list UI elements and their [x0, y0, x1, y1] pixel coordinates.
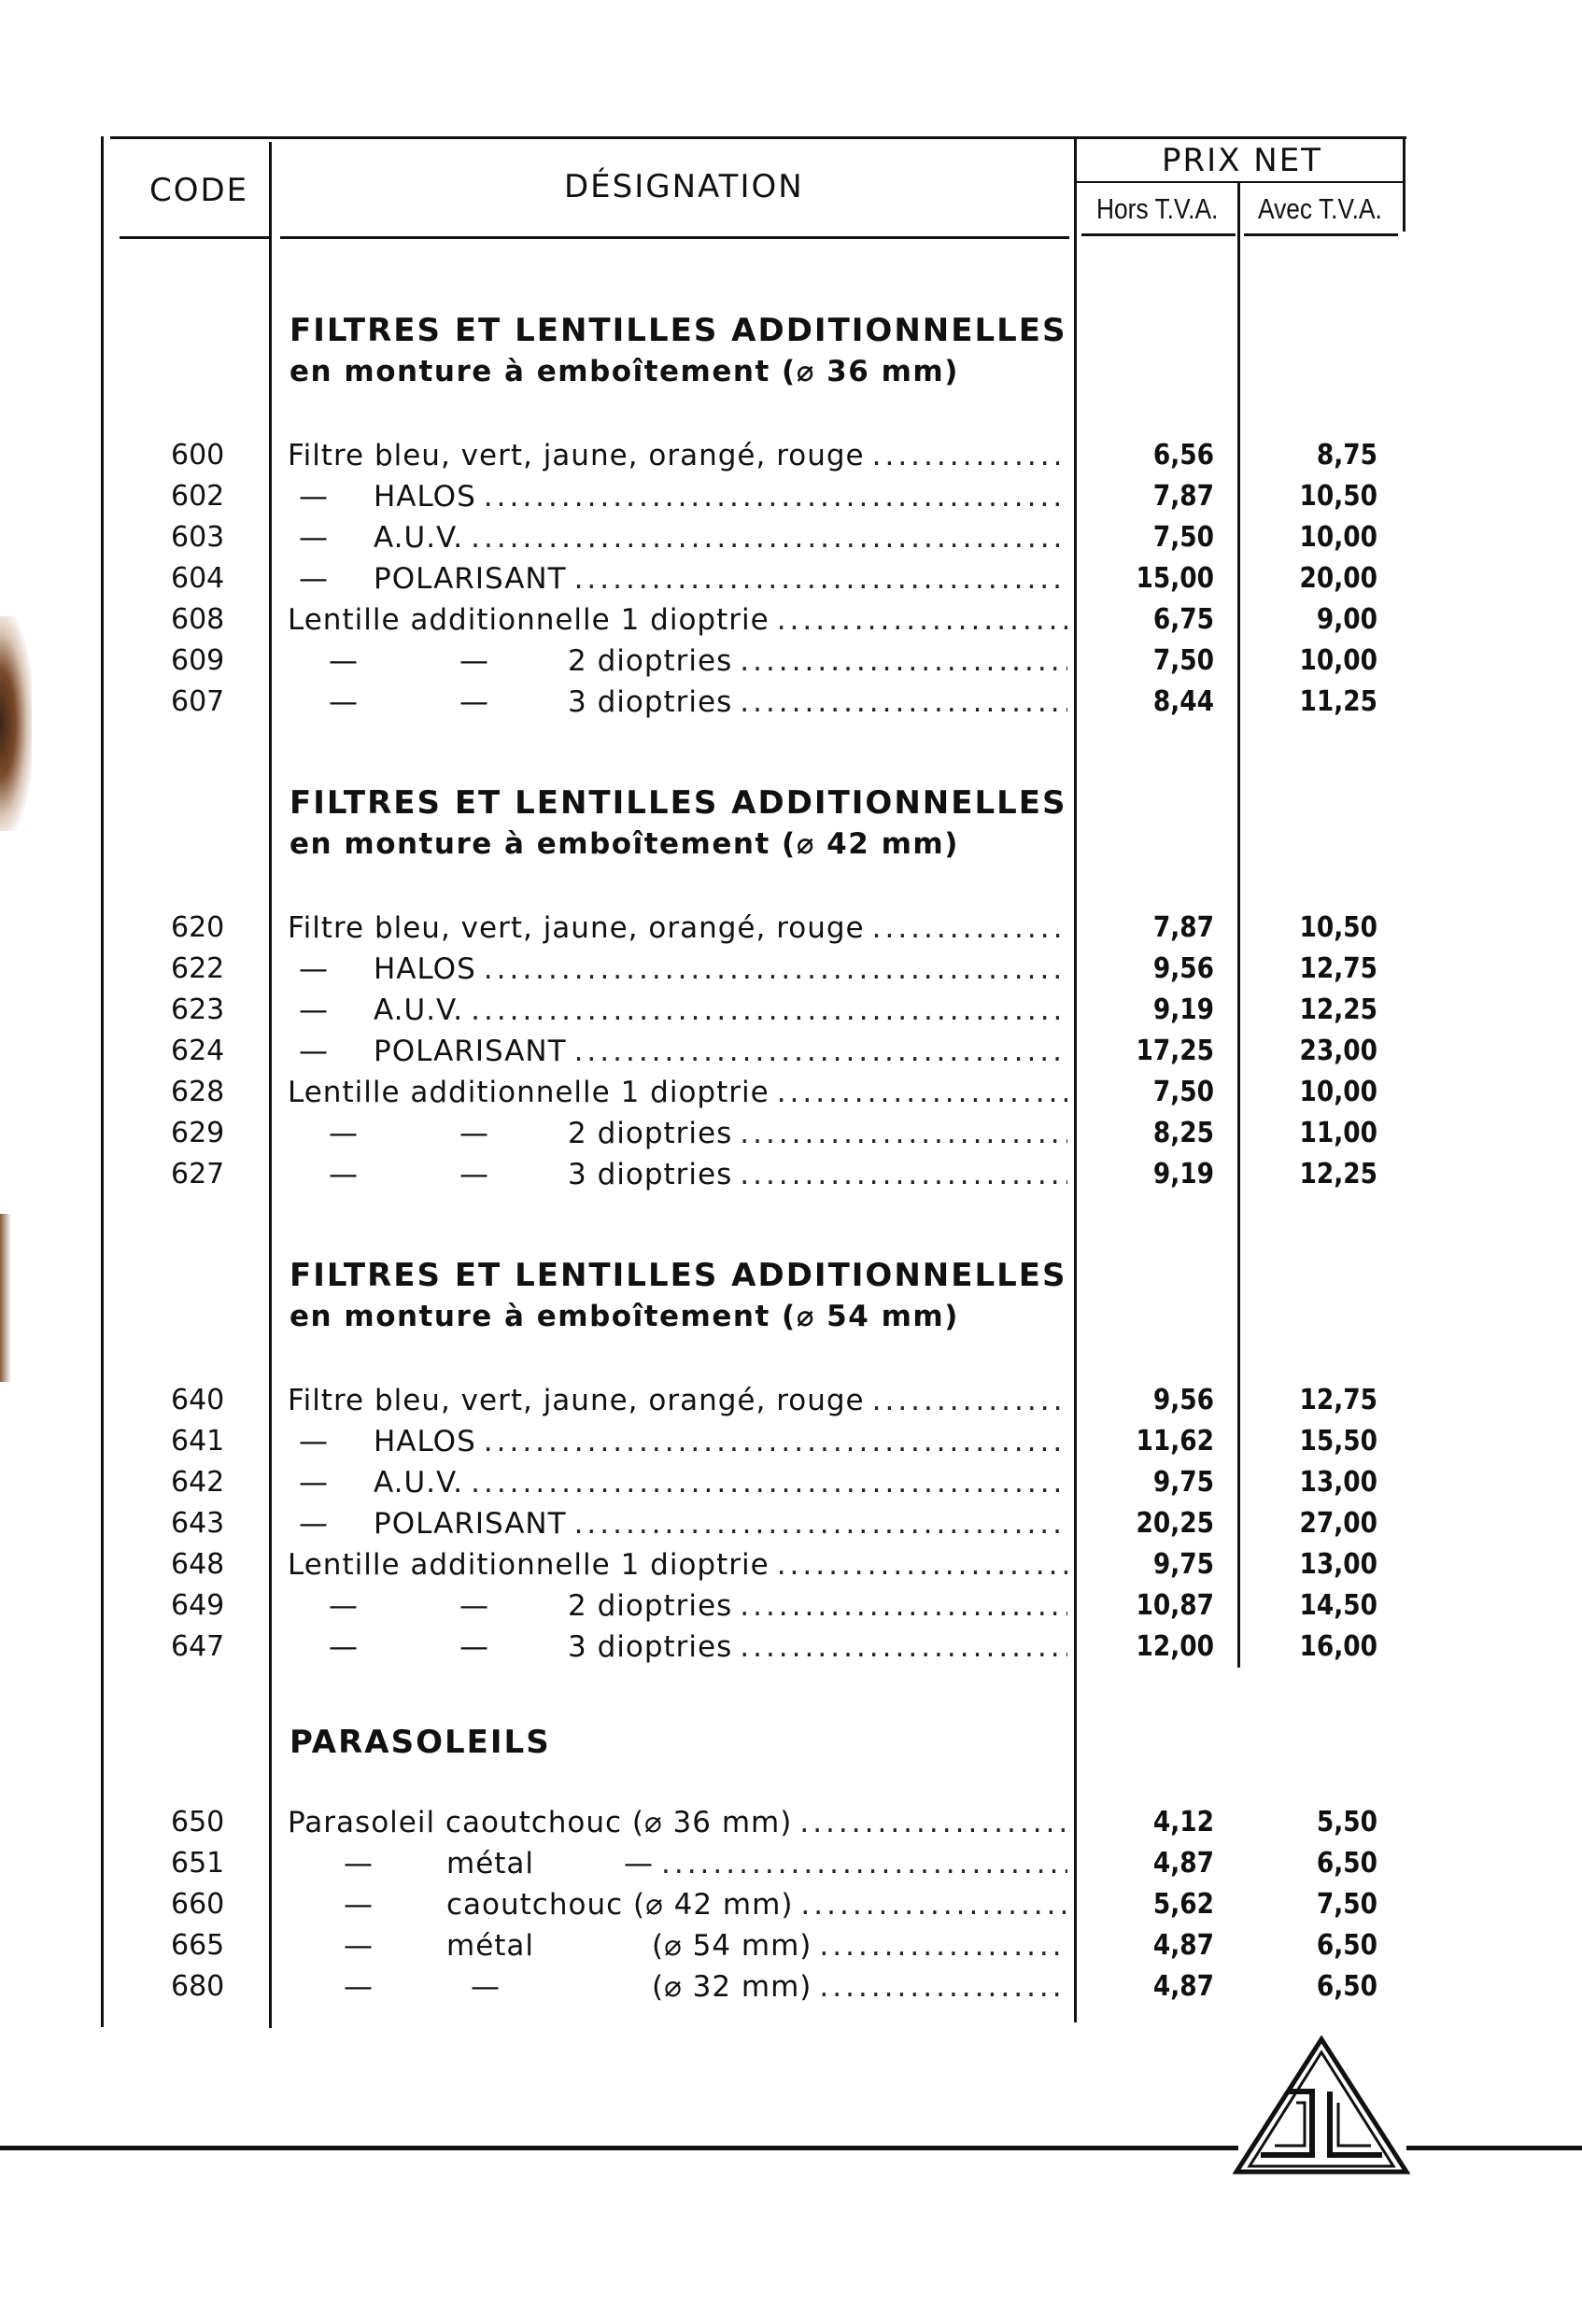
price-avec-tva: 8,75	[1316, 439, 1377, 472]
table-row	[0, 1630, 1582, 1671]
row-text: (⌀ 54 mm)	[652, 1929, 812, 1963]
section-title-36: FILTRES ET LENTILLES ADDITIONNELLES	[290, 312, 1067, 349]
price-hors-tva: 5,62	[1152, 1888, 1214, 1921]
table-row	[0, 1035, 1582, 1076]
price-avec-tva: 7,50	[1316, 1888, 1377, 1921]
table-row	[0, 1888, 1582, 1929]
table-top-rule	[110, 136, 1406, 139]
price-hors-tva: 7,50	[1152, 521, 1214, 554]
price-avec-tva: 13,00	[1299, 1466, 1377, 1499]
dot-leader	[872, 439, 1067, 472]
section-subtitle-54: en monture à emboîtement (⌀ 54 mm)	[290, 1300, 959, 1333]
row-text: métal	[446, 1847, 535, 1880]
row-designation	[288, 644, 1067, 685]
row-text: métal	[446, 1929, 535, 1963]
row-dash: —	[299, 993, 329, 1027]
table-row	[0, 439, 1582, 480]
section-title-54: FILTRES ET LENTILLES ADDITIONNELLES	[290, 1257, 1067, 1294]
dot-leader	[777, 603, 1067, 637]
price-hors-tva: 4,87	[1152, 1929, 1214, 1962]
row-text: Filtre bleu, vert, jaune, orangé, rouge	[288, 1384, 865, 1417]
dot-leader	[740, 1158, 1067, 1191]
row-text: caoutchouc (⌀ 42 mm)	[446, 1888, 794, 1922]
price-hors-tva: 15,00	[1136, 562, 1214, 595]
table-row	[0, 1507, 1582, 1548]
row-designation	[288, 1466, 1067, 1507]
price-hors-tva: 20,25	[1136, 1507, 1214, 1540]
price-hors-tva: 17,25	[1136, 1035, 1214, 1067]
row-text: 3 dioptries	[568, 685, 733, 719]
row-designation	[288, 685, 1067, 726]
row-text: Lentille additionnelle 1 dioptrie	[288, 1076, 770, 1109]
dot-leader	[800, 1888, 1067, 1922]
row-code: 623	[171, 993, 225, 1026]
dot-leader	[740, 1630, 1067, 1664]
row-text: A.U.V.	[374, 993, 464, 1027]
table-row	[0, 1548, 1582, 1589]
table-row	[0, 562, 1582, 603]
row-code: 624	[171, 1035, 225, 1067]
price-hors-tva: 4,87	[1152, 1847, 1214, 1880]
row-code: 643	[171, 1507, 225, 1540]
price-avec-tva: 10,00	[1299, 521, 1377, 554]
row-dash: —	[329, 1158, 359, 1191]
price-hors-tva: 4,12	[1152, 1806, 1214, 1838]
row-code: 642	[171, 1466, 225, 1499]
row-designation	[288, 993, 1067, 1035]
header-hors-tva: Hors T.V.A.	[1096, 192, 1219, 225]
dot-leader	[574, 562, 1067, 596]
price-avec-tva: 12,75	[1299, 1384, 1377, 1416]
row-code: 648	[171, 1548, 225, 1581]
prix-net-rule	[1076, 181, 1403, 183]
price-avec-tva: 10,00	[1299, 1076, 1377, 1108]
price-avec-tva: 16,00	[1299, 1630, 1377, 1663]
row-code: 600	[171, 439, 225, 472]
brand-logo-icon	[1233, 2035, 1410, 2176]
row-code: 603	[171, 521, 225, 554]
row-dash: —	[299, 562, 329, 596]
row-designation	[288, 952, 1067, 993]
row-designation	[288, 1425, 1067, 1466]
row-text: HALOS	[374, 952, 476, 986]
row-designation	[288, 480, 1067, 521]
row-designation	[288, 1929, 1067, 1970]
row-designation	[288, 1117, 1067, 1158]
price-hors-tva: 9,19	[1152, 1158, 1214, 1190]
row-dash: —	[459, 644, 489, 678]
row-code: 629	[171, 1117, 225, 1149]
row-designation	[288, 911, 1067, 952]
table-row	[0, 993, 1582, 1035]
header-avec-tva: Avec T.V.A.	[1258, 192, 1382, 225]
table-row	[0, 1806, 1582, 1847]
price-hors-tva: 9,75	[1152, 1466, 1214, 1499]
price-avec-tva: 9,00	[1316, 603, 1377, 636]
table-row	[0, 1929, 1582, 1970]
row-dash: —	[329, 685, 359, 719]
row-code: 680	[171, 1970, 225, 2003]
dot-leader	[574, 1507, 1067, 1541]
row-text: POLARISANT	[374, 1507, 567, 1541]
row-code: 665	[171, 1929, 225, 1962]
row-designation	[288, 1548, 1067, 1589]
price-avec-tva: 10,00	[1299, 644, 1377, 677]
section-title-42: FILTRES ET LENTILLES ADDITIONNELLES	[290, 784, 1067, 822]
header-designation: DÉSIGNATION	[564, 168, 804, 205]
row-dash: —	[299, 1425, 329, 1458]
table-row	[0, 1117, 1582, 1158]
dot-leader	[574, 1035, 1067, 1068]
row-dash: —	[459, 685, 489, 719]
dot-leader	[819, 1970, 1067, 2004]
row-dash: —	[299, 480, 329, 514]
row-designation	[288, 1847, 1067, 1888]
dot-leader	[819, 1929, 1067, 1963]
price-avec-tva: 13,00	[1299, 1548, 1377, 1581]
dot-leader	[740, 1589, 1067, 1623]
row-code: 641	[171, 1425, 225, 1458]
row-dash: —	[459, 1117, 489, 1150]
row-designation	[288, 562, 1067, 603]
table-row	[0, 1847, 1582, 1888]
table-row	[0, 1076, 1582, 1117]
row-dash: —	[299, 1507, 329, 1541]
row-designation	[288, 1384, 1067, 1425]
row-code: 649	[171, 1589, 225, 1622]
price-avec-tva: 5,50	[1316, 1806, 1377, 1838]
dot-leader	[740, 1117, 1067, 1150]
row-dash: —	[624, 1847, 654, 1880]
price-avec-tva: 14,50	[1299, 1589, 1377, 1622]
price-avec-tva: 6,50	[1316, 1970, 1377, 2003]
row-text: Lentille additionnelle 1 dioptrie	[288, 603, 770, 637]
header-rule-avec	[1244, 233, 1398, 236]
price-hors-tva: 6,75	[1152, 603, 1214, 636]
table-row	[0, 1425, 1582, 1466]
footer-rule-right	[1406, 2146, 1582, 2150]
price-avec-tva: 10,50	[1299, 480, 1377, 513]
header-code: CODE	[149, 172, 249, 209]
row-code: 608	[171, 603, 225, 636]
table-row	[0, 480, 1582, 521]
row-text: 3 dioptries	[568, 1158, 733, 1191]
price-hors-tva: 7,50	[1152, 1076, 1214, 1108]
row-designation	[288, 1888, 1067, 1929]
table-row	[0, 603, 1582, 644]
row-designation	[288, 1076, 1067, 1117]
row-text: 3 dioptries	[568, 1630, 733, 1664]
section-subtitle-36: en monture à emboîtement (⌀ 36 mm)	[290, 355, 959, 388]
price-avec-tva: 27,00	[1299, 1507, 1377, 1540]
row-code: 602	[171, 480, 225, 513]
row-dash: —	[471, 1970, 501, 2004]
row-designation	[288, 1806, 1067, 1847]
row-dash: —	[299, 1466, 329, 1500]
table-row	[0, 911, 1582, 952]
row-designation	[288, 1589, 1067, 1630]
dot-leader	[661, 1847, 1067, 1880]
row-code: 609	[171, 644, 225, 677]
row-designation	[288, 1970, 1067, 2011]
row-text: POLARISANT	[374, 1035, 567, 1068]
row-designation	[288, 1507, 1067, 1548]
price-hors-tva: 11,62	[1136, 1425, 1214, 1458]
price-hors-tva: 9,56	[1152, 952, 1214, 985]
right-border	[1403, 136, 1405, 232]
row-code: 651	[171, 1847, 225, 1880]
row-text: HALOS	[374, 480, 476, 514]
row-dash: —	[299, 1035, 329, 1068]
row-code: 660	[171, 1888, 225, 1921]
price-avec-tva: 23,00	[1299, 1035, 1377, 1067]
row-text: Parasoleil caoutchouc (⌀ 36 mm)	[288, 1806, 793, 1839]
table-row	[0, 952, 1582, 993]
table-row	[0, 1466, 1582, 1507]
row-text: Filtre bleu, vert, jaune, orangé, rouge	[288, 439, 865, 472]
price-avec-tva: 15,50	[1299, 1425, 1377, 1458]
table-row	[0, 1589, 1582, 1630]
dot-leader	[484, 952, 1067, 986]
section-title-parasoleils: PARASOLEILS	[290, 1724, 551, 1761]
row-designation	[288, 1158, 1067, 1199]
row-code: 628	[171, 1076, 225, 1108]
price-avec-tva: 12,25	[1299, 993, 1377, 1026]
row-text: 2 dioptries	[568, 1589, 733, 1623]
price-avec-tva: 6,50	[1316, 1929, 1377, 1962]
dot-leader	[799, 1806, 1067, 1839]
dot-leader	[471, 1466, 1067, 1500]
row-code: 604	[171, 562, 225, 595]
table-row	[0, 521, 1582, 562]
row-designation	[288, 439, 1067, 480]
row-dash: —	[329, 1117, 359, 1150]
section-subtitle-42: en monture à emboîtement (⌀ 42 mm)	[290, 827, 959, 861]
dot-leader	[777, 1548, 1067, 1582]
price-hors-tva: 9,19	[1152, 993, 1214, 1026]
row-designation	[288, 1630, 1067, 1671]
price-avec-tva: 6,50	[1316, 1847, 1377, 1880]
price-avec-tva: 12,75	[1299, 952, 1377, 985]
row-designation	[288, 1035, 1067, 1076]
price-avec-tva: 20,00	[1299, 562, 1377, 595]
dot-leader	[471, 993, 1067, 1027]
dot-leader	[777, 1076, 1067, 1109]
row-code: 622	[171, 952, 225, 985]
row-dash: —	[299, 521, 329, 555]
row-designation	[288, 603, 1067, 644]
price-avec-tva: 10,50	[1299, 911, 1377, 944]
row-text: 2 dioptries	[568, 1117, 733, 1150]
dot-leader	[740, 644, 1067, 678]
row-dash: —	[329, 1630, 359, 1664]
row-dash: —	[329, 1589, 359, 1623]
row-text: HALOS	[374, 1425, 476, 1458]
table-row	[0, 1384, 1582, 1425]
dot-leader	[471, 521, 1067, 555]
row-code: 650	[171, 1806, 225, 1838]
row-text: Lentille additionnelle 1 dioptrie	[288, 1548, 770, 1582]
table-row	[0, 685, 1582, 726]
footer-rule-left	[0, 2146, 1238, 2150]
row-text: A.U.V.	[374, 1466, 464, 1500]
price-hors-tva: 7,87	[1152, 911, 1214, 944]
row-dash: —	[459, 1158, 489, 1191]
price-hors-tva: 8,44	[1152, 685, 1214, 718]
header-rule-code	[120, 236, 269, 239]
row-dash: —	[459, 1589, 489, 1623]
header-rule-designation	[280, 236, 1069, 239]
price-hors-tva: 7,87	[1152, 480, 1214, 513]
price-hors-tva: 8,25	[1152, 1117, 1214, 1149]
table-row	[0, 1158, 1582, 1199]
row-designation	[288, 521, 1067, 562]
header-prix-net: PRIX NET	[1162, 142, 1322, 179]
row-dash: —	[344, 1888, 374, 1922]
page-stain-lower	[0, 1214, 11, 1382]
row-text: POLARISANT	[374, 562, 567, 596]
row-code: 647	[171, 1630, 225, 1663]
price-avec-tva: 11,25	[1299, 685, 1377, 718]
row-dash: —	[329, 644, 359, 678]
row-text: 2 dioptries	[568, 644, 733, 678]
row-code: 640	[171, 1384, 225, 1416]
dot-leader	[872, 911, 1067, 945]
price-hors-tva: 10,87	[1136, 1589, 1214, 1622]
dot-leader	[872, 1384, 1067, 1417]
price-avec-tva: 11,00	[1299, 1117, 1377, 1149]
price-hors-tva: 9,75	[1152, 1548, 1214, 1581]
dot-leader	[484, 1425, 1067, 1458]
price-avec-tva: 12,25	[1299, 1158, 1377, 1190]
price-hors-tva: 6,56	[1152, 439, 1214, 472]
row-text: Filtre bleu, vert, jaune, orangé, rouge	[288, 911, 865, 945]
row-dash: —	[344, 1929, 374, 1963]
row-code: 620	[171, 911, 225, 944]
price-hors-tva: 12,00	[1136, 1630, 1214, 1663]
dot-leader	[740, 685, 1067, 719]
row-dash: —	[344, 1970, 374, 2004]
price-hors-tva: 4,87	[1152, 1970, 1214, 2003]
row-text: (⌀ 32 mm)	[652, 1970, 812, 2004]
table-row	[0, 644, 1582, 685]
row-code: 607	[171, 685, 225, 718]
row-dash: —	[459, 1630, 489, 1664]
dot-leader	[484, 480, 1067, 514]
price-hors-tva: 7,50	[1152, 644, 1214, 677]
header-rule-hors	[1081, 233, 1236, 236]
table-row	[0, 1970, 1582, 2011]
price-hors-tva: 9,56	[1152, 1384, 1214, 1416]
row-dash: —	[344, 1847, 374, 1880]
row-dash: —	[299, 952, 329, 986]
row-code: 627	[171, 1158, 225, 1190]
row-text: A.U.V.	[374, 521, 464, 555]
